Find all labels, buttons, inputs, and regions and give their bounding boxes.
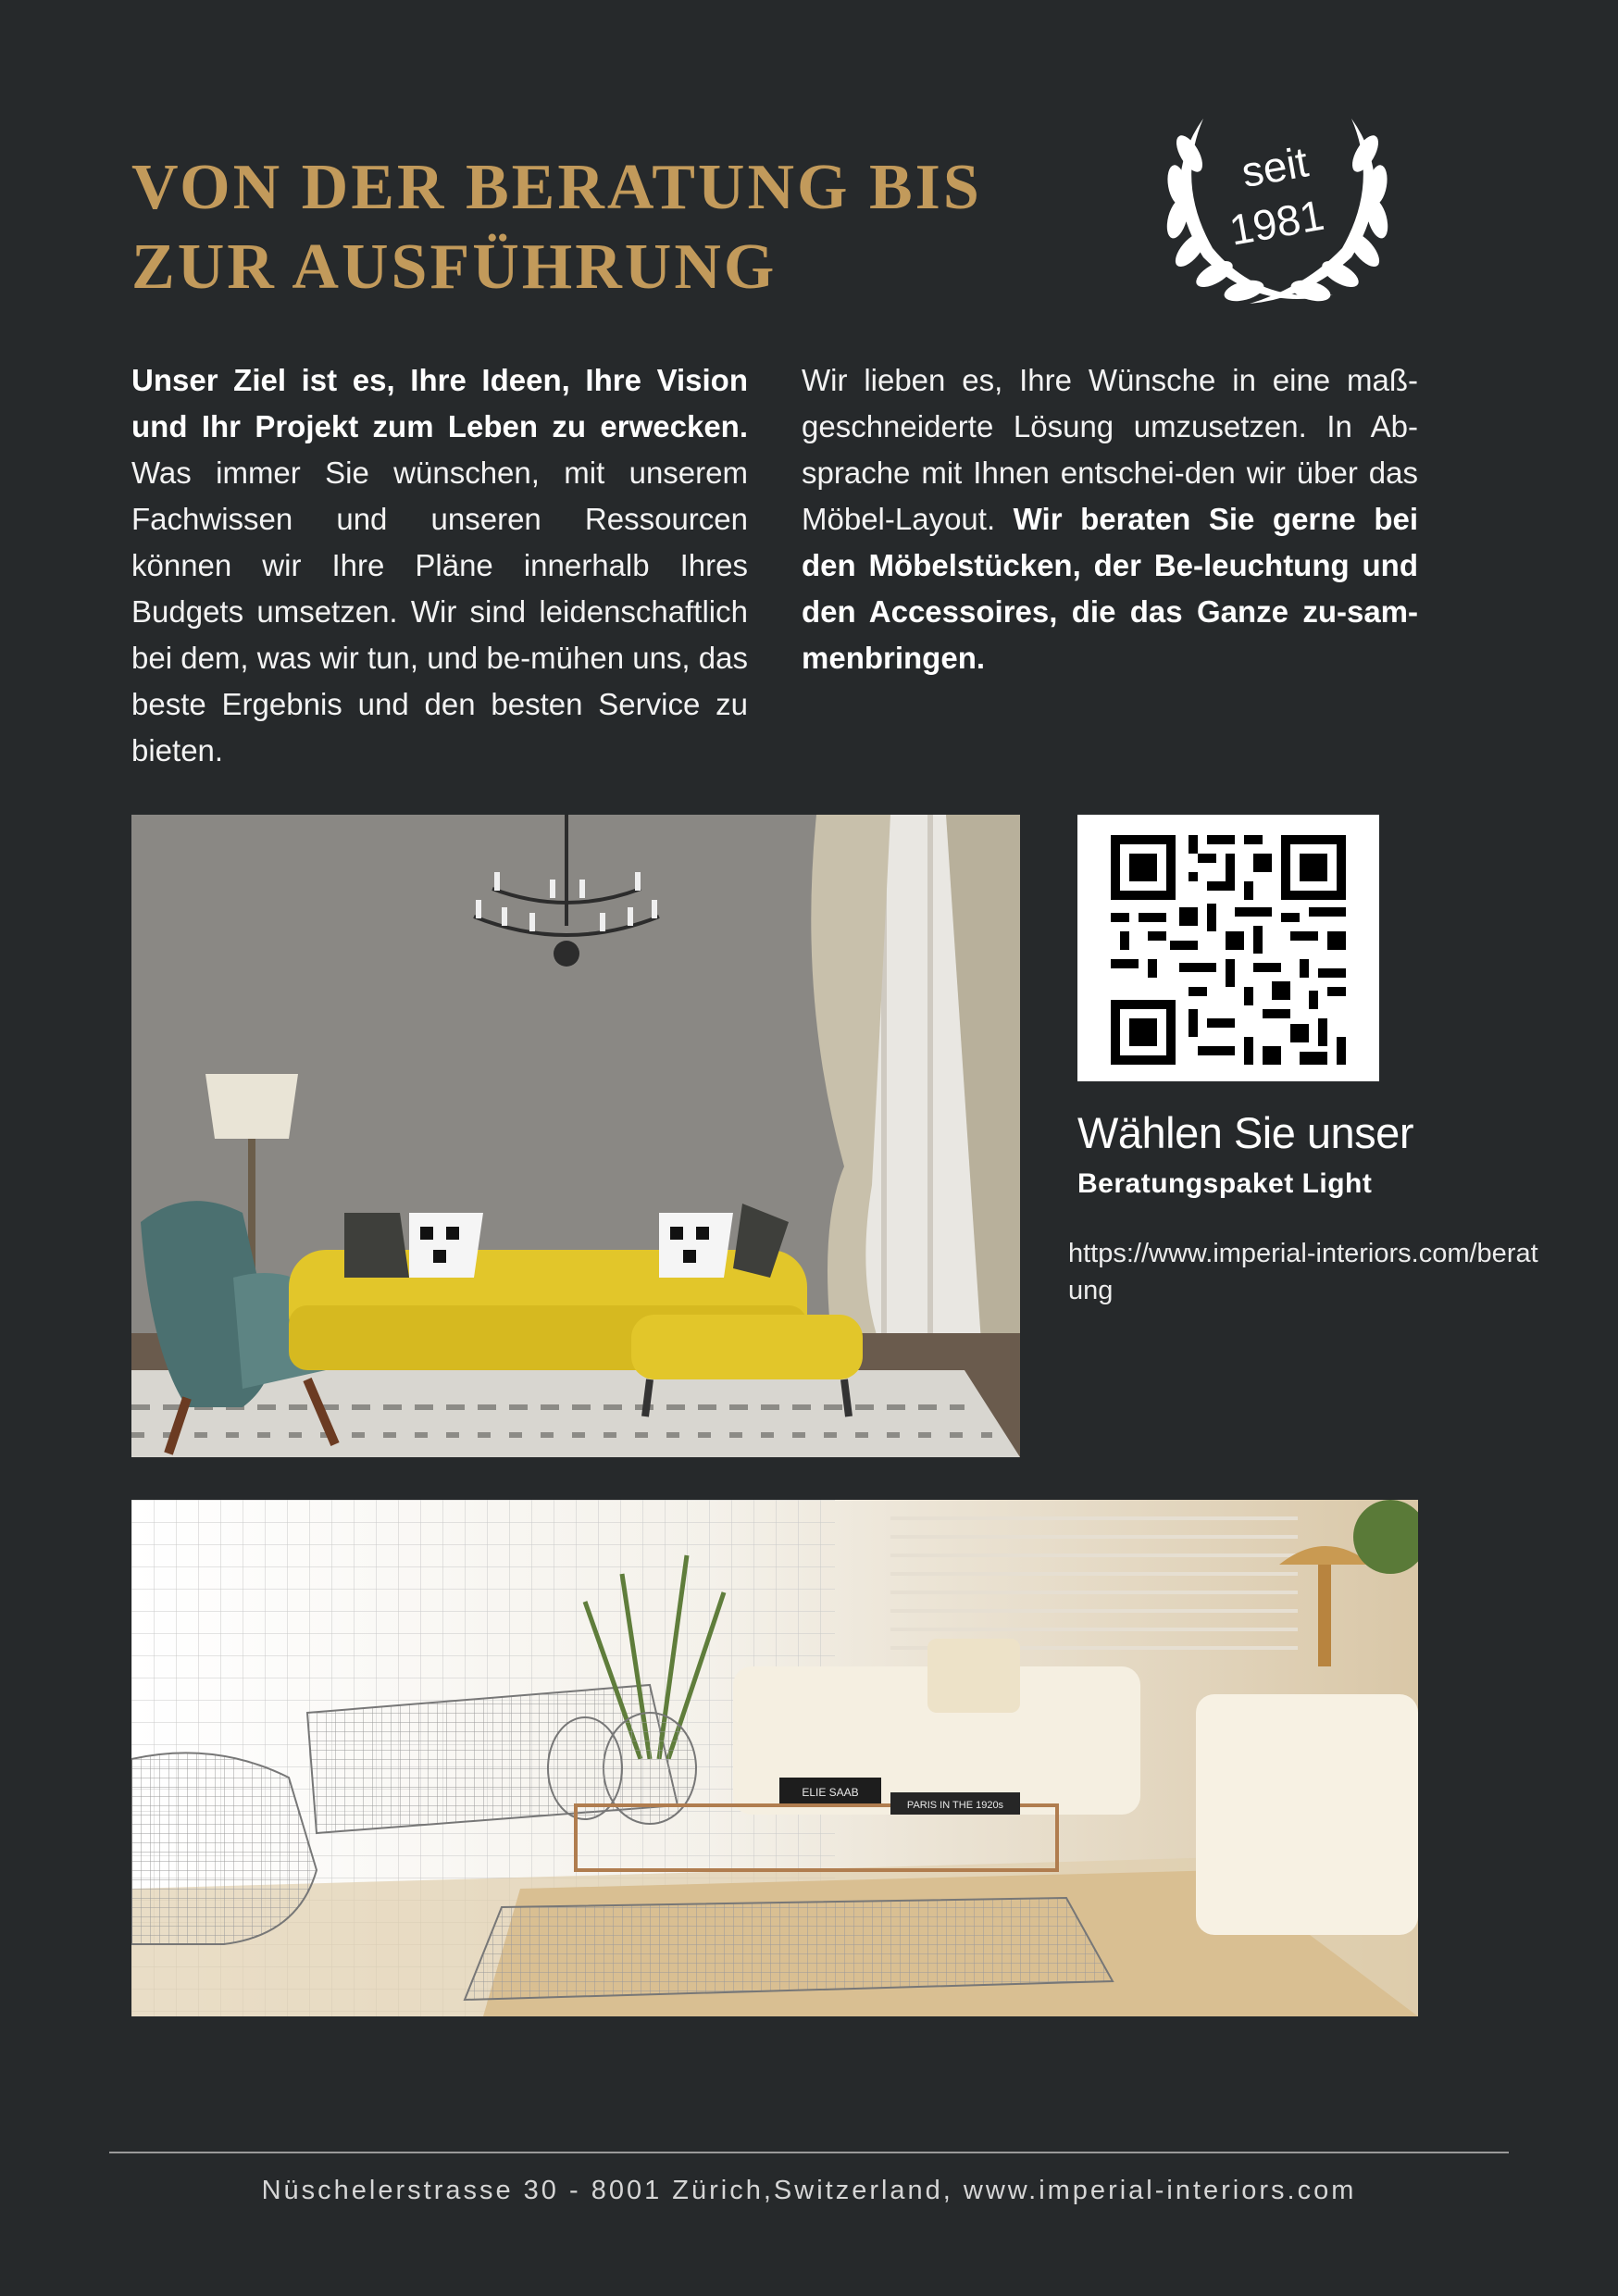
footer-divider — [109, 2152, 1509, 2153]
intro-right-column — [802, 357, 1418, 681]
page-title-line-2: ZUR AUSFÜHRUNG — [131, 231, 778, 303]
page-title-line-1: VON DER BERATUNG BIS — [131, 152, 982, 223]
wireframe-to-render-photo — [131, 1500, 1418, 2016]
intro-left-lead: Unser Ziel ist es, Ihre Ideen, Ihre Vision und Ihr Projekt zum Leben zu erwecken. — [131, 363, 748, 443]
seal-text-year: 1981 — [1226, 190, 1328, 255]
cta-url-link[interactable]: https://www.imperial-interiors.com/beratung — [1068, 1239, 1538, 1305]
book-label-1: ELIE SAAB — [802, 1786, 859, 1799]
seal-text-seit: seit — [1238, 137, 1312, 197]
book-label-2: PARIS IN THE 1920s — [906, 1800, 1004, 1811]
intro-right-emphasis: Wir beraten Sie gerne bei den Möbelstücken, der Be-leuchtung und den Accessoires, die das Ganze zu-sam-menbringen. — [802, 502, 1418, 675]
intro-left-column — [131, 357, 748, 774]
footer-address: Nüschelerstrasse 30 - 8001 Zürich,Switzerland, www.imperial-interiors.com — [261, 2176, 1357, 2205]
intro-left-body: Was immer Sie wünschen, mit unserem Fachwissen und unseren Ressourcen können wir Ihre Pläne innerhalb Ihres Budgets umsetzen. Wir sind leidenschaftlich bei dem, was wir tun, und be-mühen uns, das beste Ergebnis und den besten Service zu bieten. — [131, 455, 748, 767]
qr-code[interactable] — [1077, 815, 1379, 1081]
cta-heading: Wählen Sie unser — [1077, 1108, 1413, 1157]
living-room-photo — [131, 815, 1020, 1457]
intro-right-body: Wir lieben es, Ihre Wünsche in eine maß-geschneiderte Lösung umzusetzen. In Ab-sprache mit Ihnen entschei-den wir über das Möbel-Layout. — [802, 363, 1418, 536]
page-title — [131, 148, 1057, 307]
qr-code-icon — [1077, 815, 1379, 1081]
since-1981-seal — [1148, 81, 1407, 331]
cta-package-name: Beratungspaket Light — [1077, 1168, 1373, 1199]
